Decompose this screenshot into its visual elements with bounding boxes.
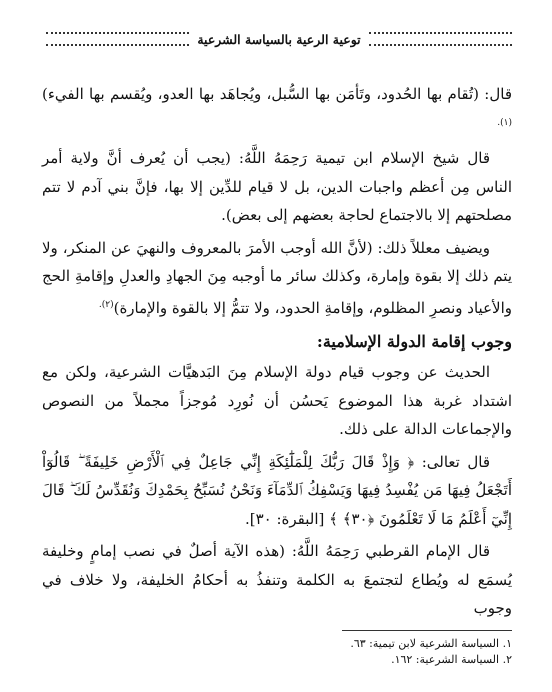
paragraph-1-text: قال: (تُقام بها الحُدود، وتَأمَن بها السُّبل، ويُجاهَد بها العدو، ويُقسم بها الفيء) [42, 85, 512, 103]
footnote-1: ١. السياسة الشرعية لابن تيمية: ٦٣. [350, 637, 512, 650]
header-ornament-right [369, 32, 512, 46]
quran-intro: قال تعالى: [414, 452, 490, 471]
footnote-ref-1: (١). [497, 117, 512, 128]
footnotes [42, 636, 512, 668]
paragraph-1 [42, 80, 512, 140]
footnote-ref-2: (٢). [98, 299, 114, 310]
quran-verse: ﴿ وَإِذْ قَالَ رَبُّكَ لِلْمَلَٰٓئِكَةِ إِنِّي جَاعِلٌ فِي ٱلْأَرْضِ خَلِيفَةً ۖ قَالُوٓاْ أَتَجْعَلُ فِيهَا مَن يُفْسِدُ فِيهَا وَيَسْفِكُ ٱلدِّمَآءَ وَنَحْنُ نُسَبِّحُ بِحَمْدِكَ وَنُقَدِّسُ لَكَ ۖ قَالَ إِنِّيٓ أَعْلَمُ مَا لَا تَعْلَمُونَ ﴿٣٠﴾ ﴾ [42, 452, 512, 528]
paragraph-3 [42, 234, 512, 323]
running-header [46, 28, 512, 50]
header-ornament-left [46, 32, 189, 46]
paragraph-2: قال شيخ الإسلام ابن تيمية رَحِمَهُ اللَّهُ: (يجب أن يُعرف أنَّ ولاية أمر الناس مِن أعظم واجبات الدين، بل لا قيام للدِّين إلا بها، فإنَّ بني آدم لا تتم مصلحتهم إلا بالاجتماع لحاجة بعضهم إلى بعض). [42, 149, 512, 224]
section-heading: وجوب إقامة الدولة الإسلامية: [316, 332, 512, 351]
paragraph-3-text: ويضيف معللاً ذلك: (لأنَّ الله أوجب الأمرَ بالمعروف والنهيَ عن المنكر، ولا يتم ذلك إلا بقوة وإمارة، وكذلك سائر ما أوجبه مِنَ الجهادِ والعدلِ وإقامةِ الحج والأعياد ونصرِ المظلوم، وإقامةِ الحدود، ولا تتمُّ إلا بالقوة والإمارة) [42, 238, 512, 317]
paragraph-5 [42, 448, 512, 534]
footnote-divider [342, 630, 512, 631]
paragraph-6: قال الإمام القرطبي رَحِمَهُ اللَّهُ: (هذه الآية أصلٌ في نصب إمامٍ وخليفة يُسمَع له ويُطاع لتجتمعَ به الكلمة وتنفذُ به أحكامُ الخليفة، ولا خلاف في وجوب [42, 542, 512, 617]
quran-citation: [البقرة: ٣٠]. [244, 509, 330, 528]
page-body [42, 80, 512, 627]
footnote-2: ٢. السياسة الشرعية: ١٦٢. [391, 653, 512, 666]
header-title: توعية الرعية بالسياسة الشرعية [197, 31, 361, 47]
paragraph-4: الحديث عن وجوب قيام دولة الإسلام مِنَ البَدهيَّات الشرعية، ولكن مع اشتداد غربة هذا الموضوع يَحسُن أن نُورِد مُوجزاً مجملاً من النصوص والإجماعات الدالة على ذلك. [42, 363, 512, 438]
